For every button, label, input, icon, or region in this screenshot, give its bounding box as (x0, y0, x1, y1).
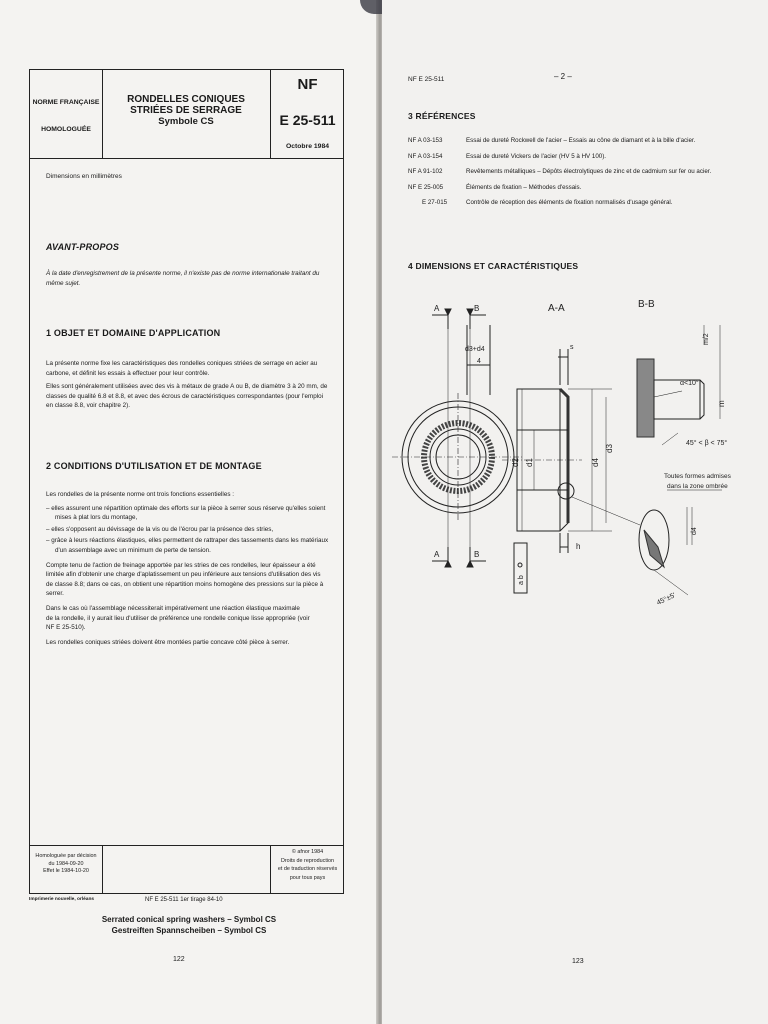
reference-text: Essai de dureté Rockwell de l'acier – Essais au cône de diamant et à la bille d'acier. (466, 137, 696, 144)
copyright-line: et de traduction réservés (277, 866, 338, 872)
standard-code: E 25-511 (279, 112, 336, 128)
header-block (30, 70, 343, 159)
label-beta: 45° < β < 75° (686, 440, 728, 447)
reference-text: Revêtements métalliques – Dépôts électrolytiques de zinc et de cadmium sur fer ou acier. (466, 168, 712, 175)
label-view-bb: B-B (638, 299, 655, 310)
title-line1: RONDELLES CONIQUES (127, 94, 245, 105)
note-line1: Toutes formes admises (664, 473, 731, 480)
translated-titles (0, 914, 378, 936)
reference-code: NF E 25-005 (408, 183, 444, 191)
page-number-left: 122 (173, 956, 185, 963)
printer-name: Imprimerie nouvelle, orléans (29, 897, 95, 902)
paragraph-line: de la rondelle, il y aurait lieu d'utiliser de préférence une rondelle conique lisse appropriée (voir (46, 614, 310, 622)
paragraph-line: de classe 8.8; dans ce cas, on obtient une répartition moins homogène des pressions sur la pièce à (46, 580, 324, 588)
label-alpha: α<10° (680, 380, 699, 387)
reference-row (408, 168, 758, 184)
units-note: Dimensions en millimètres (46, 173, 122, 180)
references-list (408, 137, 758, 215)
copyright-line: Droits de reproduction (280, 857, 335, 864)
washer-drawing (382, 285, 768, 625)
nf-mark: NF (297, 76, 318, 93)
label-marking: a b (518, 575, 525, 585)
section-1-heading: 1 OBJET ET DOMAINE D'APPLICATION (46, 328, 221, 338)
label-sec-b: B (474, 304, 480, 313)
section-1-body (46, 359, 341, 411)
bullet-line: – grâce à leurs réactions élastiques, elles permettent de rattraper des tassements dans les matériaux (46, 537, 329, 545)
label-m: m (717, 400, 726, 407)
reference-text: Contrôle de réception des éléments de fixation normalisés d'usage général. (466, 199, 673, 206)
reference-code: NF A 03-154 (408, 152, 443, 160)
paragraph-line: en classe 8.8, voir chapitre 2). (46, 402, 130, 410)
avant-propos-text (46, 269, 341, 288)
paragraph-line: Compte tenu de l'action de freinage apportée par les stries de ces rondelles, leur épaisseur a été (46, 561, 316, 569)
detail-circle (639, 490, 722, 595)
reference-row (408, 137, 758, 153)
label-d2: d2 (511, 458, 520, 467)
norme-francaise: NORME FRANÇAISE (32, 99, 100, 106)
label-m2: m/2 (703, 333, 710, 345)
label-d4: d4 (591, 458, 600, 467)
left-page (0, 0, 378, 1024)
german-title: Gestreiften Spannscheiben – Symbol CS (111, 926, 267, 935)
paragraph-line: carbone, et définit les essais à effectuer pour leur contrôle. (46, 369, 210, 377)
paragraph-line: limitée afin d'obtenir une charge d'aplatissement un peu inférieure aux tensions d'utilisation des vis (46, 571, 321, 579)
page-number-right: 123 (572, 958, 584, 965)
homologation-line: Homologuée par décision (35, 853, 97, 859)
paragraph-line: classes de qualité 6.8 et 8.8, et avec des écrous de caractéristiques correspondantes (pour l'emploi (46, 392, 324, 400)
copyright-info (270, 846, 344, 894)
standard-frame (29, 69, 344, 894)
reference-row (408, 184, 758, 200)
copyright-line: pour tous pays (289, 874, 326, 881)
washer-section-view (502, 349, 640, 553)
paragraph-line: Elles sont généralement utilisées avec des vis à métaux de grade A ou B, de diamètre 3 à 20 mm, de (46, 383, 328, 391)
label-d3: d3 (605, 444, 614, 453)
paragraph-line: NF E 25-510). (46, 624, 86, 632)
paragraph-line: Dans le cas où l'assemblage nécessiterait impérativement une réaction élastique maximale (46, 604, 300, 612)
washer-front-view (392, 325, 524, 553)
paragraph-line: Les rondelles de la présente norme ont trois fonctions essentielles : (46, 491, 234, 498)
header-status (30, 70, 103, 158)
homologation-info (30, 846, 103, 894)
homologation-line: du 1984-09-20 (48, 860, 84, 867)
header-reference (270, 70, 344, 158)
copyright-line: © afnor 1984 (291, 849, 324, 855)
paragraph-line: serrer. (46, 590, 64, 598)
title-line2: STRIÉES DE SERRAGE (130, 105, 242, 116)
homologation-line: Effet le 1984-10-20 (43, 868, 89, 874)
bullet-line: mises à plat lors du montage, (55, 514, 138, 522)
label-h: h (576, 542, 581, 551)
avant-propos-heading: AVANT-PROPOS (46, 242, 120, 252)
section-3-heading: 3 RÉFÉRENCES (408, 111, 476, 121)
reference-text: Éléments de fixation – Méthodes d'essais. (466, 183, 582, 191)
reference-text: Essai de dureté Vickers de l'acier (HV 5 à HV 100). (466, 152, 607, 160)
english-title: Serrated conical spring washers – Symbol CS (101, 915, 277, 924)
label-four: 4 (477, 358, 481, 365)
label-d1: d1 (525, 458, 534, 467)
label-angle: 45°±5' (655, 592, 677, 607)
reference-row (408, 153, 758, 169)
label-view-aa: A-A (548, 303, 565, 314)
paragraph-line: La présente norme fixe les caractéristiques des rondelles coniques striées de serrage en acier au (46, 360, 318, 367)
running-ref: NF E 25-511 (408, 76, 445, 83)
section-2-body (46, 490, 341, 647)
label-d3d4: d3+d4 (465, 346, 485, 353)
standard-date: Octobre 1984 (285, 143, 330, 150)
avant-propos-line: même sujet. (46, 279, 81, 287)
avant-propos-line: À la date d'enregistrement de la présente norme, il n'existe pas de norme internationale traitant du (46, 270, 320, 277)
note-line2: dans la zone ombrée (667, 483, 728, 490)
reference-row (408, 199, 758, 215)
label-sec-b-bottom: B (474, 550, 480, 559)
title-symbol: Symbole CS (158, 116, 214, 127)
label-sec-a-bottom: A (434, 550, 440, 559)
bullet-line: – elles assurent une répartition optimale des efforts sur la pièce à serrer sous réserve qu'elles soient (46, 504, 326, 512)
page-marker: – 2 – (554, 72, 572, 81)
reference-code: E 27-015 (422, 199, 448, 206)
bullet-line: – elles s'opposent au dévissage de la vis ou de l'écrou par la présence des stries, (46, 525, 274, 533)
label-s: s (570, 344, 574, 351)
paragraph-line: Les rondelles coniques striées doivent être montées partie concave côté pièce à serrer. (46, 638, 290, 646)
document-title (102, 94, 270, 127)
label-d4-detail: d4 (691, 527, 698, 535)
homologuee: HOMOLOGUÉE (41, 126, 91, 133)
footer-block (30, 845, 343, 896)
section-4-heading: 4 DIMENSIONS ET CARACTÉRISTIQUES (408, 261, 579, 271)
reference-code: NF A 91-102 (408, 168, 443, 175)
bullet-line: d'un assemblage avec un minimum de perte de tension. (55, 546, 211, 554)
tirage-line: NF E 25-511 1er tirage 84-10 (145, 897, 223, 903)
reference-code: NF A 03-153 (408, 137, 443, 144)
right-page (382, 0, 768, 1024)
section-2-heading: 2 CONDITIONS D'UTILISATION ET DE MONTAGE (46, 461, 262, 471)
label-sec-a: A (434, 304, 440, 313)
